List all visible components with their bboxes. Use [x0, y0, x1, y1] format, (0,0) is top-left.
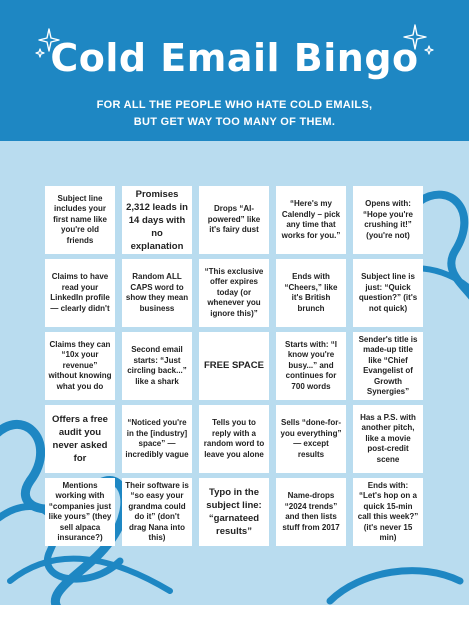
cell-text: Random ALL CAPS word to show they mean business — [125, 272, 189, 313]
cell-text: Has a P.S. with another pitch, like a movie post-credit scene — [360, 412, 416, 464]
cell-text: Subject line includes your first name like you're old friends — [53, 193, 107, 245]
bingo-cell[interactable] — [45, 405, 115, 473]
cell-text: Starts with: “I know you're busy...” and continues for 700 words — [284, 339, 337, 391]
cell-text: Ends with “Cheers,” like it's British brunch — [284, 272, 338, 313]
bingo-cell[interactable] — [276, 259, 346, 327]
bingo-cell[interactable] — [45, 186, 115, 254]
cell-text: Promises 2,312 leads in 14 days with no explanation — [126, 188, 188, 252]
bingo-cell[interactable] — [45, 259, 115, 327]
cell-text: Sells “done-for-you everything” — except results — [280, 418, 342, 459]
bingo-cell[interactable] — [122, 332, 192, 400]
cell-text: Typo in the subject line: “garnateed results” — [206, 487, 262, 537]
cell-text: “Here's my Calendly – pick any time that works for you.” — [281, 199, 341, 240]
bingo-cell[interactable] — [122, 478, 192, 546]
bingo-grid — [45, 186, 423, 547]
cell-text: Ends with: “Let's hop on a quick 15-min call this week?” (it's never 15 min) — [357, 480, 419, 542]
bingo-cell[interactable] — [276, 405, 346, 473]
bingo-cell[interactable] — [276, 186, 346, 254]
cell-text: Tells you to reply with a random word to leave you alone — [203, 418, 265, 459]
cell-text: Offers a free audit you never asked for — [52, 414, 108, 464]
bingo-cell[interactable] — [45, 478, 115, 546]
cell-text: Opens with: “Hope you're crushing it!” (you're not) — [363, 199, 413, 240]
cell-text: Claims to have read your LinkedIn profile— clearly didn't — [50, 272, 110, 313]
bingo-cell[interactable] — [353, 259, 423, 327]
bingo-cell[interactable] — [353, 405, 423, 473]
bingo-cell[interactable] — [122, 259, 192, 327]
subtitle-line: FOR ALL THE PEOPLE WHO HATE COLD EMAILS, — [96, 99, 373, 111]
cell-text: Subject line is just: “Quick question?” (it's not quick) — [358, 272, 418, 313]
free-space-cell[interactable] — [199, 332, 269, 400]
bingo-cell[interactable] — [199, 405, 269, 473]
cell-text: Second email starts: “Just circling back...” like a shark — [127, 345, 187, 386]
cell-text: FREE SPACE — [203, 359, 264, 371]
bingo-cell[interactable] — [122, 405, 192, 473]
cell-text: Mentions working with “companies just like yours” (they sell alpaca insurance?) — [48, 480, 112, 542]
cell-text: Drops “AI-powered” like it's fairy dust — [207, 204, 261, 235]
bingo-cell[interactable] — [45, 332, 115, 400]
bingo-cell[interactable] — [353, 478, 423, 546]
cell-text: Sender's title is made-up title like “Chief Evangelist of Growth Synergies” — [358, 334, 418, 396]
subtitle-line: BUT GET WAY TOO MANY OF THEM. — [133, 116, 336, 128]
bingo-cell[interactable] — [276, 332, 346, 400]
cell-text: Name-drops “2024 trends” and then lists stuff from 2017 — [282, 491, 340, 532]
bingo-cell[interactable] — [199, 478, 269, 546]
page-title: Cold Email Bingo — [50, 36, 419, 80]
bingo-cell[interactable] — [199, 259, 269, 327]
bingo-cell[interactable] — [122, 186, 192, 254]
cell-text: “This exclusive offer expires today (or whenever you ignore this)” — [204, 266, 264, 318]
cell-text: “Noticed you're in the [industry] space” — incredibly vague — [125, 418, 189, 459]
bingo-cell[interactable] — [199, 186, 269, 254]
cell-text: Claims they can “10x your revenue” without knowing what you do — [48, 339, 112, 391]
header-banner — [0, 0, 469, 141]
bingo-cell[interactable] — [353, 332, 423, 400]
page-subtitle — [0, 97, 469, 131]
cell-text: Their software is “so easy your grandma could do it” (don't drag Nana into this) — [125, 480, 189, 542]
bottom-margin — [0, 605, 469, 618]
bingo-cell[interactable] — [276, 478, 346, 546]
bingo-cell[interactable] — [353, 186, 423, 254]
